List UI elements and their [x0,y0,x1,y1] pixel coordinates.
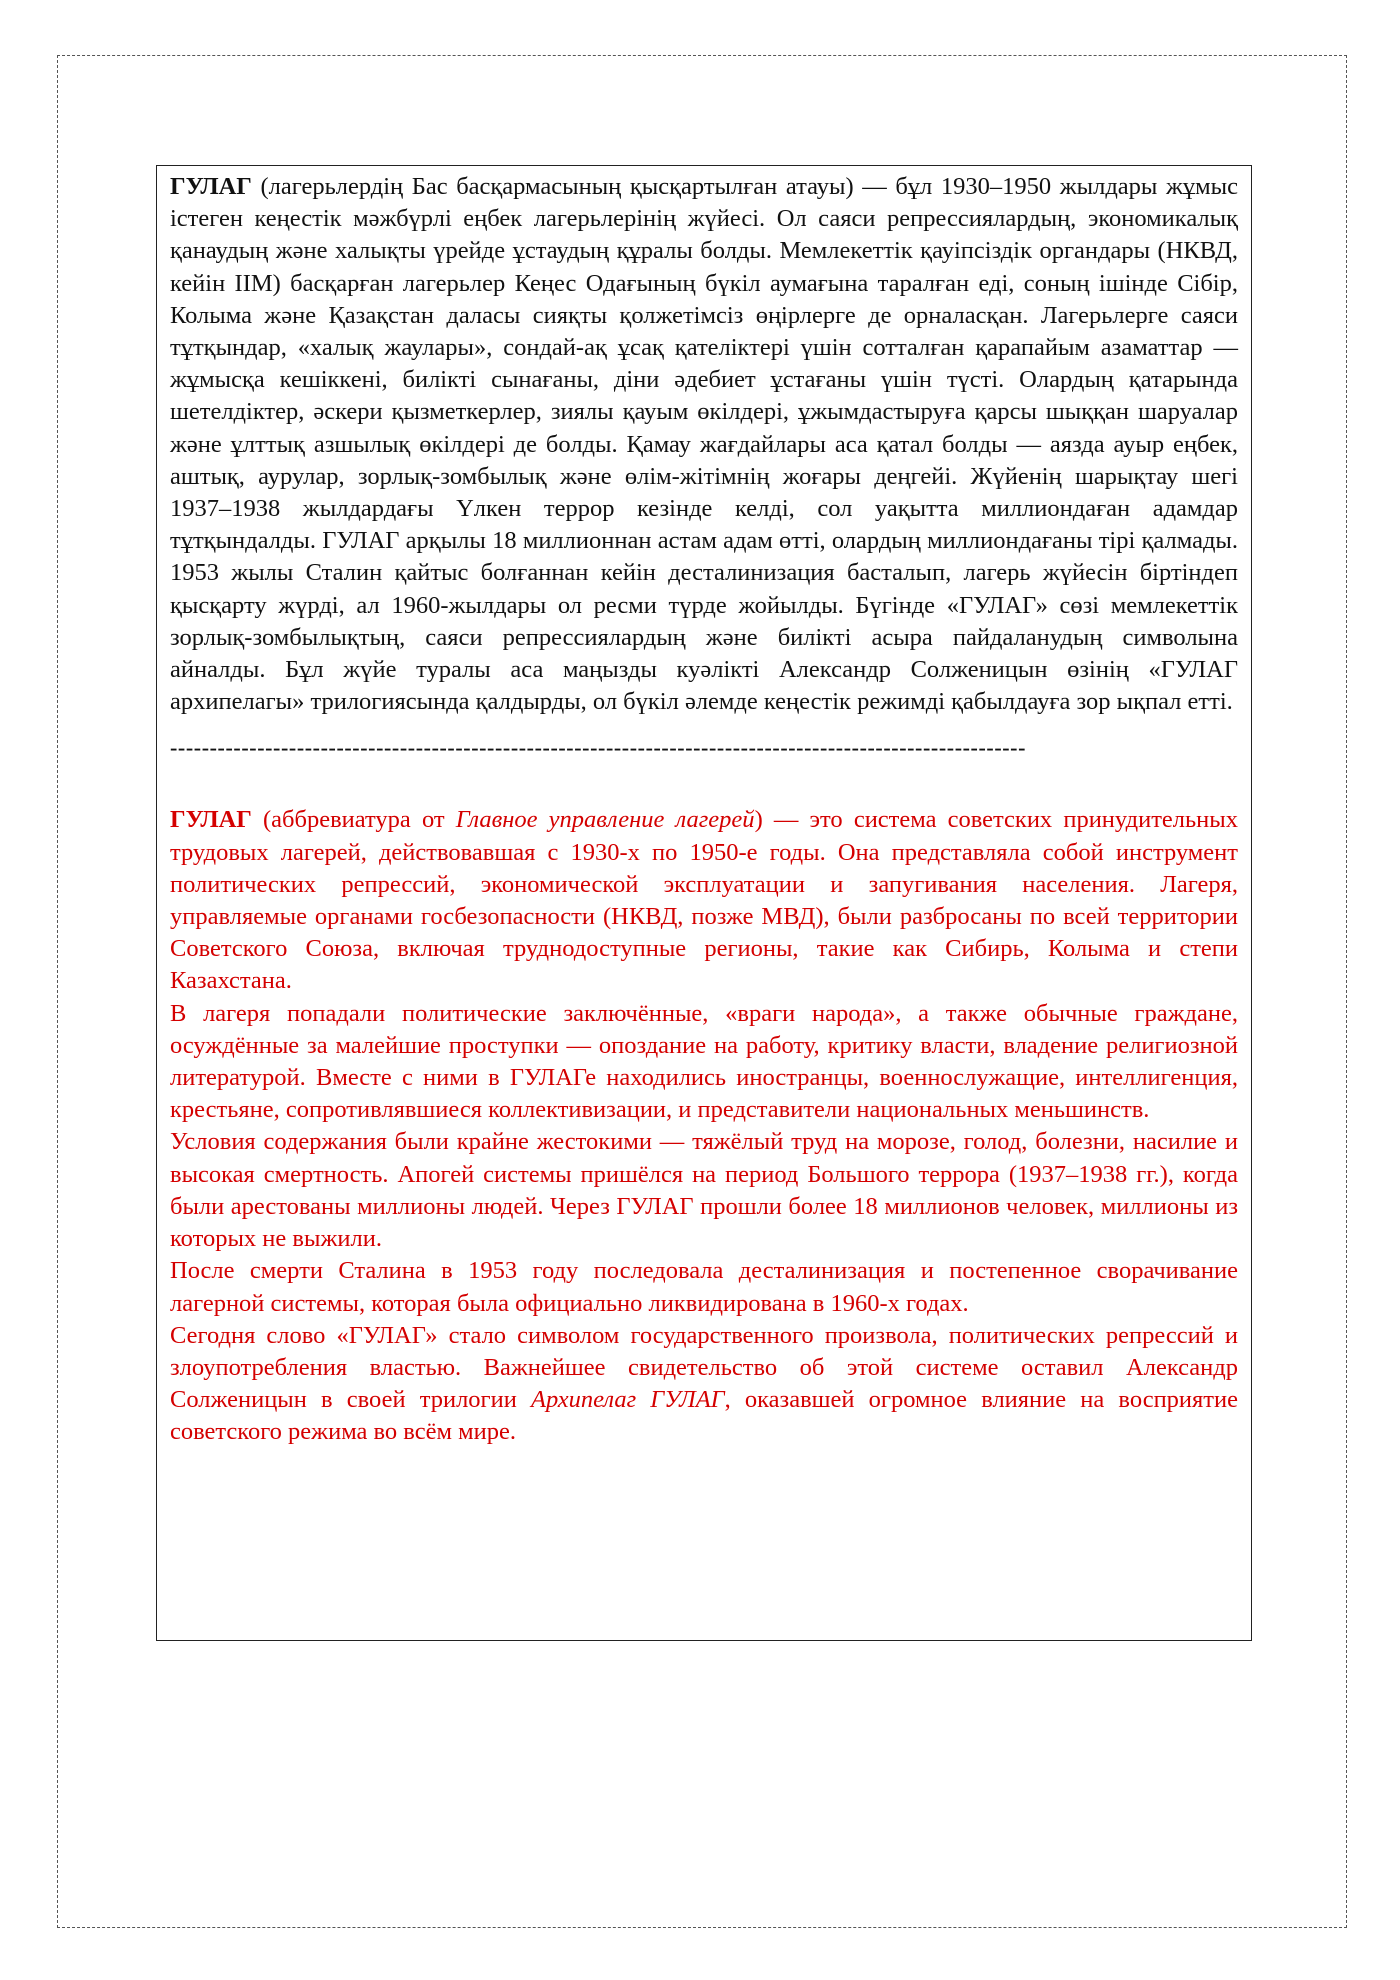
dash-separator: ------------------------------------------------------------------------------------------------------------ [170,735,1027,761]
russian-paragraph-1 [170,804,1238,997]
russian-paragraph-5 [170,1320,1238,1449]
russian-abbreviation-expansion: Главное управление лагерей [455,806,755,834]
russian-term: ГУЛАГ [170,806,252,834]
russian-paragraph-4: После смерти Сталина в 1953 году последовала десталинизация и постепенное сворачивание лагерной системы, которая была официально ликвидирована в 1960-х годах. [170,1257,1238,1317]
russian-book-title: Архипелаг ГУЛАГ [530,1386,725,1414]
russian-paragraph-2: В лагеря попадали политические заключённые, «враги народа», а также обычные граждане, осуждённые за малейшие проступки — опоздание на работу, критику власти, владение религиозной литературой. Вместе с ними в ГУЛАГе находились иностранцы, военнослужащие, интеллигенция, крестьяне, сопротивлявшиеся коллективизации, и представители национальных меньшинств. [170,999,1238,1124]
russian-paragraph-3: Условия содержания были крайне жестокими — тяжёлый труд на морозе, голод, болезни, насилие и высокая смертность. Апогей системы пришёлся на период Большого террора (1937–1938 гг.), когда были арестованы миллионы людей. Через ГУЛАГ прошли более 18 миллионов человек, миллионы из которых не выжили. [170,1128,1238,1253]
kazakh-paragraph [170,171,1238,718]
russian-section [170,804,1238,1448]
russian-p1-text-a: (аббревиатура от [251,806,456,834]
kazakh-term: ГУЛАГ [170,173,252,200]
russian-p5-text-a: Сегодня слово «ГУЛАГ» стало символом государственного произвола, политических репрессий и злоупотребления властью. Важнейшее свидетельство об этой системе оставил Александр Солженицын в своей трилогии [170,1321,1238,1414]
gulag-text-box [156,165,1252,1641]
russian-p1-text-b: ) — это система советских принудительных трудовых лагерей, действовавшая с 1930-х по 1950-е годы. Она представляла собой инструмент политических репрессий, экономической эксплуатации и запугивания населения. Лагеря, управляемые органами госбезопасности (НКВД, позже МВД), были разбросаны по всей территории Советского Союза, включая труднодоступные регионы, такие как Сибирь, Колыма и степи Казахстана. [170,806,1239,995]
kazakh-body: (лагерьлердің Бас басқармасының қысқартылған атауы) — бұл 1930–1950 жылдары жұмыс істеген кеңестік мәжбүрлі еңбек лагерьлерінің жүйесі. Ол саяси репрессиялардың, экономикалық қанаудың және халықты үрейде ұстаудың құралы болды. Мемлекеттік қауіпсіздік органдары (НКВД, кейін ІІМ) басқарған лагерьлер Кеңес Одағының бүкіл аумағына таралған еді, соның ішінде Сібір, Колыма және Қазақстан даласы сияқты қолжетімсіз өңірлерге де орналасқан. Лагерьлерге саяси тұтқындар, «халық жаулары», сондай-ақ ұсақ қателіктері үшін сотталған қарапайым азаматтар — жұмысқа кешіккені, билікті сынағаны, діни әдебиет ұстағаны үшін түсті. Олардың қатарында шетелдіктер, әскери қызметкерлер, зиялы қауым өкілдері, ұжымдастыруға қарсы шыққан шаруалар және ұлттық азшылық өкілдері де болды. Қамау жағдайлары аса қатал болды — аязда ауыр еңбек, аштық, аурулар, зорлық-зомбылық және өлім-жітімнің жоғары деңгейі. Жүйенің шарықтау шегі 1937–1938 жылдардағы Үлкен террор кезінде келді, сол уақытта миллиондаған адамдар тұтқындалды. ГУЛАГ арқылы 18 миллионнан астам адам өтті, олардың миллиондағаны тірі қалмады. 1953 жылы Сталин қайтыс болғаннан кейін десталинизация басталып, лагерь жүйесін біртіндеп қысқарту жүрді, ал 1960-жылдары ол ресми түрде жойылды. Бүгінде «ГУЛАГ» сөзі мемлекеттік зорлық-зомбылықтың, саяси репрессиялардың және билікті асыра пайдаланудың символына айналды. Бұл жүйе туралы аса маңызды куәлікті Александр Солженицын өзінің «ГУЛАГ архипелагы» трилогиясында қалдырды, ол бүкіл әлемде кеңестік режимді қабылдауға зор ықпал етті. [170,173,1238,716]
russian-p5-text-b: , оказавшей огромное влияние на восприятие советского режима во всём мире. [170,1386,1239,1446]
